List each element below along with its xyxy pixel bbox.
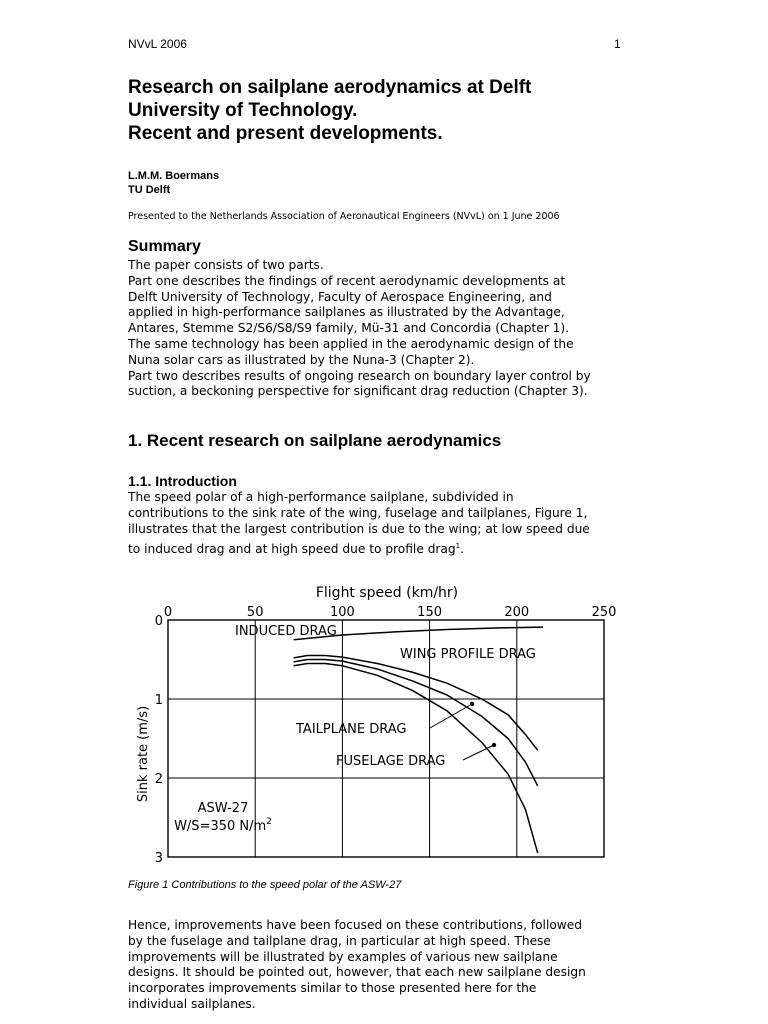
text-line <box>128 539 590 555</box>
text-span: to induced drag and at high speed due to profile drag <box>128 542 456 557</box>
summary-paragraph <box>128 258 591 400</box>
tailplane-drag-label: TAILPLANE DRAG <box>296 722 407 737</box>
text-line: incorporates improvements similar to those presented here for the <box>128 981 537 996</box>
page-number: 1 <box>614 37 621 51</box>
aircraft-label: ASW-27 <box>197 801 249 816</box>
text-span: . <box>460 542 464 557</box>
text-line: suction, a beckoning perspective for significant drag reduction (Chapter 3). <box>128 384 588 399</box>
figure-caption: Figure 1 Contributions to the speed polar of the ASW-27 <box>128 879 402 891</box>
text-line: improvements will be illustrated by examples of various new sailplane <box>128 949 558 964</box>
wing-loading-label <box>174 817 272 834</box>
presented-note: Presented to the Netherlands Association of Aeronautical Engineers (NVvL) on 1 June 2006 <box>128 211 560 222</box>
fuselage-drag-label: FUSELAGE DRAG <box>336 754 446 769</box>
title-line: Research on sailplane aerodynamics at Delft <box>128 77 532 98</box>
wing-profile-drag-label: WING PROFILE DRAG <box>400 647 536 662</box>
text-line: by the fuselage and tailplane drag, in particular at high speed. These <box>128 933 551 948</box>
x-tick-label: 200 <box>504 605 530 620</box>
intro-paragraph <box>128 490 590 555</box>
author-block <box>128 169 219 197</box>
text-line: contributions to the sink rate of the wing, fuselage and tailplanes, Figure 1, <box>128 505 588 520</box>
x-tick-label: 0 <box>163 605 173 620</box>
text-line: individual sailplanes. <box>128 996 256 1011</box>
summary-heading: Summary <box>128 238 201 255</box>
x-tick-label: 250 <box>591 605 617 620</box>
text-line: Delft University of Technology, Faculty of Aerospace Engineering, and <box>128 289 552 304</box>
section-heading: 1. Recent research on sailplane aerodynamics <box>128 431 502 450</box>
paper-title <box>128 76 531 145</box>
wing-loading-text: W/S=350 N/m <box>174 819 267 834</box>
y-tick-label: 0 <box>154 614 163 629</box>
text-line: Hence, improvements have been focused on these contributions, followed <box>128 918 582 932</box>
y-tick-label: 3 <box>154 851 163 866</box>
author-name: L.M.M. Boermans <box>128 170 220 182</box>
text-line: designs. It should be pointed out, however, that each new sailplane design <box>128 965 586 980</box>
text-line: applied in high-performance sailplanes as illustrated by the Advantage, <box>128 305 565 320</box>
wing-loading-exponent: 2 <box>266 817 272 827</box>
title-line: University of Technology. <box>128 100 358 121</box>
text-line: Part one describes the findings of recent aerodynamic developments at <box>128 273 566 288</box>
tailplane-leader-line <box>430 704 472 728</box>
text-line: The paper consists of two parts. <box>128 258 324 272</box>
title-line: Recent and present developments. <box>128 123 443 144</box>
y-tick-labels <box>155 614 163 866</box>
text-line: The same technology has been applied in the aerodynamic design of the <box>128 336 574 351</box>
text-line: Antares, Stemme S2/S6/S8/S9 family, Mü-31 and Concordia (Chapter 1). <box>128 321 569 336</box>
x-tick-label: 50 <box>246 605 264 620</box>
tailplane-leader-dot <box>470 702 474 706</box>
running-header: NVvL 2006 <box>128 37 187 51</box>
text-line: Part two describes results of ongoing research on boundary layer control by <box>128 368 591 383</box>
induced-drag-label: INDUCED DRAG <box>235 624 337 639</box>
y-tick-label: 2 <box>154 772 163 787</box>
body-paragraph <box>128 918 586 1013</box>
y-tick-label: 1 <box>154 693 163 708</box>
author-affiliation: TU Delft <box>128 184 171 196</box>
x-tick-label: 100 <box>329 605 355 620</box>
footnote-marker: 1 <box>455 542 461 551</box>
x-tick-label: 150 <box>417 605 443 620</box>
y-axis-label: Sink rate (m/s) <box>136 705 151 803</box>
text-line: Nuna solar cars as illustrated by the Nuna-3 (Chapter 2). <box>128 352 475 367</box>
subsection-heading: 1.1. Introduction <box>128 473 237 489</box>
series-labels <box>235 624 536 769</box>
text-line: illustrates that the largest contribution is due to the wing; at low speed due <box>128 521 590 536</box>
fuselage-leader-dot <box>492 743 496 747</box>
speed-polar-chart <box>125 574 625 874</box>
text-line: The speed polar of a high-performance sailplane, subdivided in <box>128 490 514 504</box>
chart-title: Flight speed (km/hr) <box>315 585 459 601</box>
x-tick-labels <box>164 605 617 620</box>
